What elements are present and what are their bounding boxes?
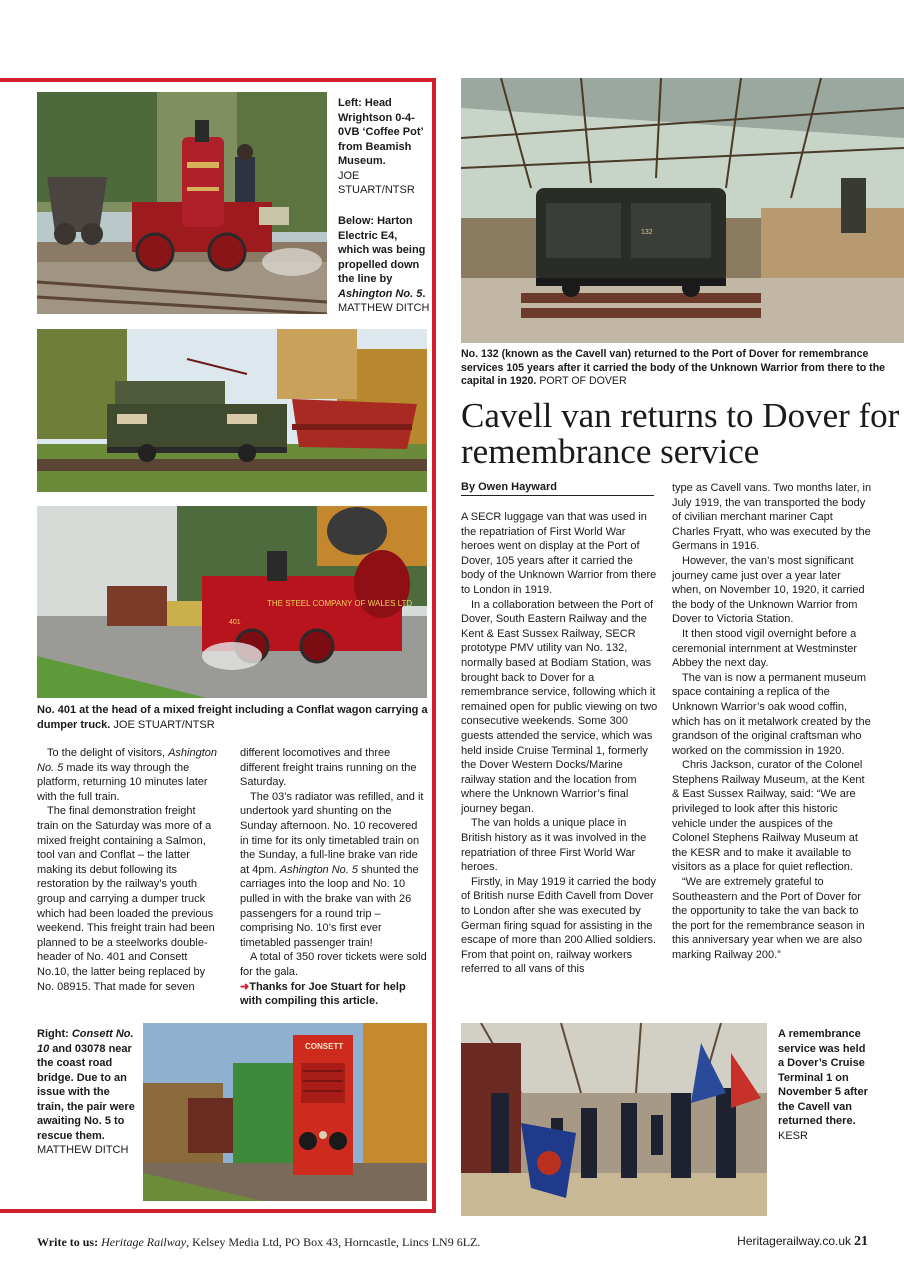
- caption-lead-loco: Consett No. 10: [37, 1028, 134, 1055]
- caption-lead-c: and 03078 near the coast road bridge. Due to an issue with the train, the pair were awaiting No. 5 to rescue them.: [37, 1042, 135, 1142]
- left-article-col2: [240, 746, 428, 1009]
- paragraph: Chris Jackson, curator of the Colonel Stephens Railway Museum, at the Kent & East Sussex Railway, said: “We are privileged to look after this historic vehicle under the auspices of the Colonel Stephens Railway Museum at the KESR and to make it available to visitors as a place for quiet reflection.: [672, 759, 865, 874]
- caption-credit: MATTHEW DITCH: [37, 1144, 129, 1156]
- photo-harton-electric: [37, 329, 427, 492]
- footer-site-url[interactable]: Heritagerailway.co.uk: [737, 1234, 851, 1248]
- footer-write-label: Write to us:: [37, 1235, 99, 1249]
- photo-no-401: [37, 506, 427, 698]
- text: shunted the carriages into the loop and No. 10 pulled in with the brake van with 26 passengers for a round trip – comprising No. 10’s first ever timetabled passenger train!: [240, 863, 419, 949]
- caption-credit: PORT OF DOVER: [539, 375, 627, 387]
- caption-lead: No. 401 at the head of a mixed freight including a Conflat wagon carrying a dumper truck.: [37, 704, 428, 731]
- paragraph: different locomotives and three different freight trains running on the Saturday.: [240, 747, 417, 789]
- paragraph: [37, 746, 220, 804]
- paragraph: A SECR luggage van that was used in the repatriation of First World War heroes went on display at the Port of Dover, 105 years after it carried the body of the Unknown Warrior from there to London in 1919.: [461, 511, 657, 596]
- left-article-col1: [37, 746, 220, 994]
- text: The 03’s radiator was refilled, and it undertook yard shunting on the Sunday afternoon. No. 10 recovered in time for its only timetabled train on the Sunday, a full-line brake van ride at 4pm.: [240, 790, 424, 876]
- caption-coffee-pot: [338, 96, 430, 198]
- paragraph: However, the van’s most significant journey came just over a year later when, on November 10, 1920, it carried the body of the Unknown Warrior from Dover to Victoria Station.: [672, 554, 865, 626]
- van-number: 132: [641, 229, 653, 236]
- caption-lead-c: .: [422, 287, 426, 300]
- text: made its way through the platform, returning 10 minutes later with the full train.: [37, 761, 208, 803]
- caption-lead-a: Below: Harton Electric E4, which was being propelled down the line by: [338, 215, 426, 285]
- caption-credit: MATTHEW DITCH: [338, 302, 430, 314]
- photo-consett: [143, 1023, 427, 1201]
- thanks-text: Thanks for Joe Stuart for help with compiling this article.: [240, 980, 406, 1008]
- caption-no-401: [37, 703, 429, 732]
- right-article-col2: [672, 481, 872, 963]
- paragraph: “We are extremely grateful to Southeastern and the Port of Dover for the opportunity to take the van back to the port for the remembrance season in this anniversary year when we are also marking Railway 200.”: [672, 876, 865, 961]
- paragraph: [240, 790, 428, 951]
- photo-cavell-van: [461, 78, 904, 343]
- caption-lead-loco: Ashington No. 5: [338, 287, 423, 300]
- caption-remembrance: [778, 1027, 874, 1143]
- paragraph: It then stood vigil overnight before a ceremonial internment at Westminster Abbey the next day.: [672, 627, 858, 670]
- page-number: 21: [854, 1234, 868, 1249]
- photo-coffee-pot: [37, 92, 327, 314]
- paragraph: Firstly, in May 1919 it carried the body of British nurse Edith Cavell from Dover to London after she was executed by German firing squad for assisting in the escape of more than 200 Allied soldiers. From that point on, railway workers referred to all vans of this: [461, 875, 657, 976]
- loco-nameplate: CONSETT: [305, 1042, 344, 1051]
- arrow-icon: ➜: [240, 980, 250, 993]
- caption-consett: [37, 1027, 137, 1158]
- footer-address: [37, 1235, 597, 1250]
- caption-harton-electric: [338, 214, 430, 316]
- article-byline: By Owen Hayward: [461, 481, 654, 496]
- caption-lead: Left: Head Wrightson 0-4-0VB ‘Coffee Pot’ from Beamish Museum.: [338, 97, 423, 167]
- footer-site: [737, 1234, 868, 1250]
- caption-credit: KESR: [778, 1129, 808, 1142]
- thanks-note: [240, 980, 428, 1009]
- text: To the delight of visitors,: [47, 747, 169, 759]
- paragraph: The van holds a unique place in British history as it was involved in the repatriation of three First World War heroes.: [461, 817, 647, 874]
- footer-magazine: Heritage Railway: [101, 1235, 187, 1249]
- paragraph: In a collaboration between the Port of Dover, South Eastern Railway and the Kent & East Sussex Railway, SECR prototype PMV utility van No. 132, normally based at Bodiam Station, was brought back to Dover for a remembrance service, following which it remained open for public viewing on two consecutive weekends. Some 300 guests attended the service, which was held inside Cruise Terminal 1, formerly the Dover Western Docks/Marine railway station and the location from where the Unknown Warrior’s final journey began.: [461, 598, 658, 815]
- caption-lead: No. 132 (known as the Cavell van) returned to the Port of Dover for remembrance services 105 years after it carried the body of the Unknown Warrior from there to the capital in 1920.: [461, 348, 886, 387]
- loco-name: Ashington No. 5: [37, 747, 217, 774]
- paragraph: The final demonstration freight train on the Saturday was more of a mixed freight containing a Salmon, tool van and Conflat – the latter making its debut following its restoration by the railway’s youth group and carrying a dumper truck which had been loaded the previous weekend. This freight train had been planned to be a steelworks double-header of No. 401 and Consett No.10, the latter being replaced by No. 08915. That made for seven: [37, 805, 215, 993]
- caption-lead-a: Right:: [37, 1028, 72, 1040]
- loco-number: 401: [229, 619, 241, 626]
- paragraph: A total of 350 rover tickets were sold for the gala.: [240, 951, 427, 978]
- footer-address-text: , Kelsey Media Ltd, PO Box 43, Horncastle, Lincs LN9 6LZ.: [186, 1235, 481, 1249]
- loco-lettering: THE STEEL COMPANY OF WALES LTD: [267, 599, 413, 608]
- article-headline: Cavell van returns to Dover for remembrance service: [461, 396, 900, 471]
- photo-remembrance-service: [461, 1023, 767, 1216]
- paragraph: The van is now a permanent museum space containing a replica of the Unknown Warrior’s oak wood coffin, which has on it metalwork created by the grandson of the original craftsman who worked on the commission in 1920.: [672, 671, 871, 757]
- caption-lead: A remembrance service was held a Dover’s Cruise Terminal 1 on November 5 after the Cavell van returned there.: [778, 1028, 868, 1127]
- caption-credit: JOE STUART/NTSR: [338, 169, 415, 196]
- paragraph: type as Cavell vans. Two months later, in July 1919, the van transported the body of civilian merchant mariner Capt Charles Fryatt, who was executed by the Germans in 1916.: [672, 482, 872, 553]
- right-article-col1: [461, 510, 659, 977]
- caption-cavell-van: [461, 348, 886, 389]
- loco-name: Ashington No. 5: [279, 863, 359, 876]
- caption-credit: JOE STUART/NTSR: [113, 718, 215, 731]
